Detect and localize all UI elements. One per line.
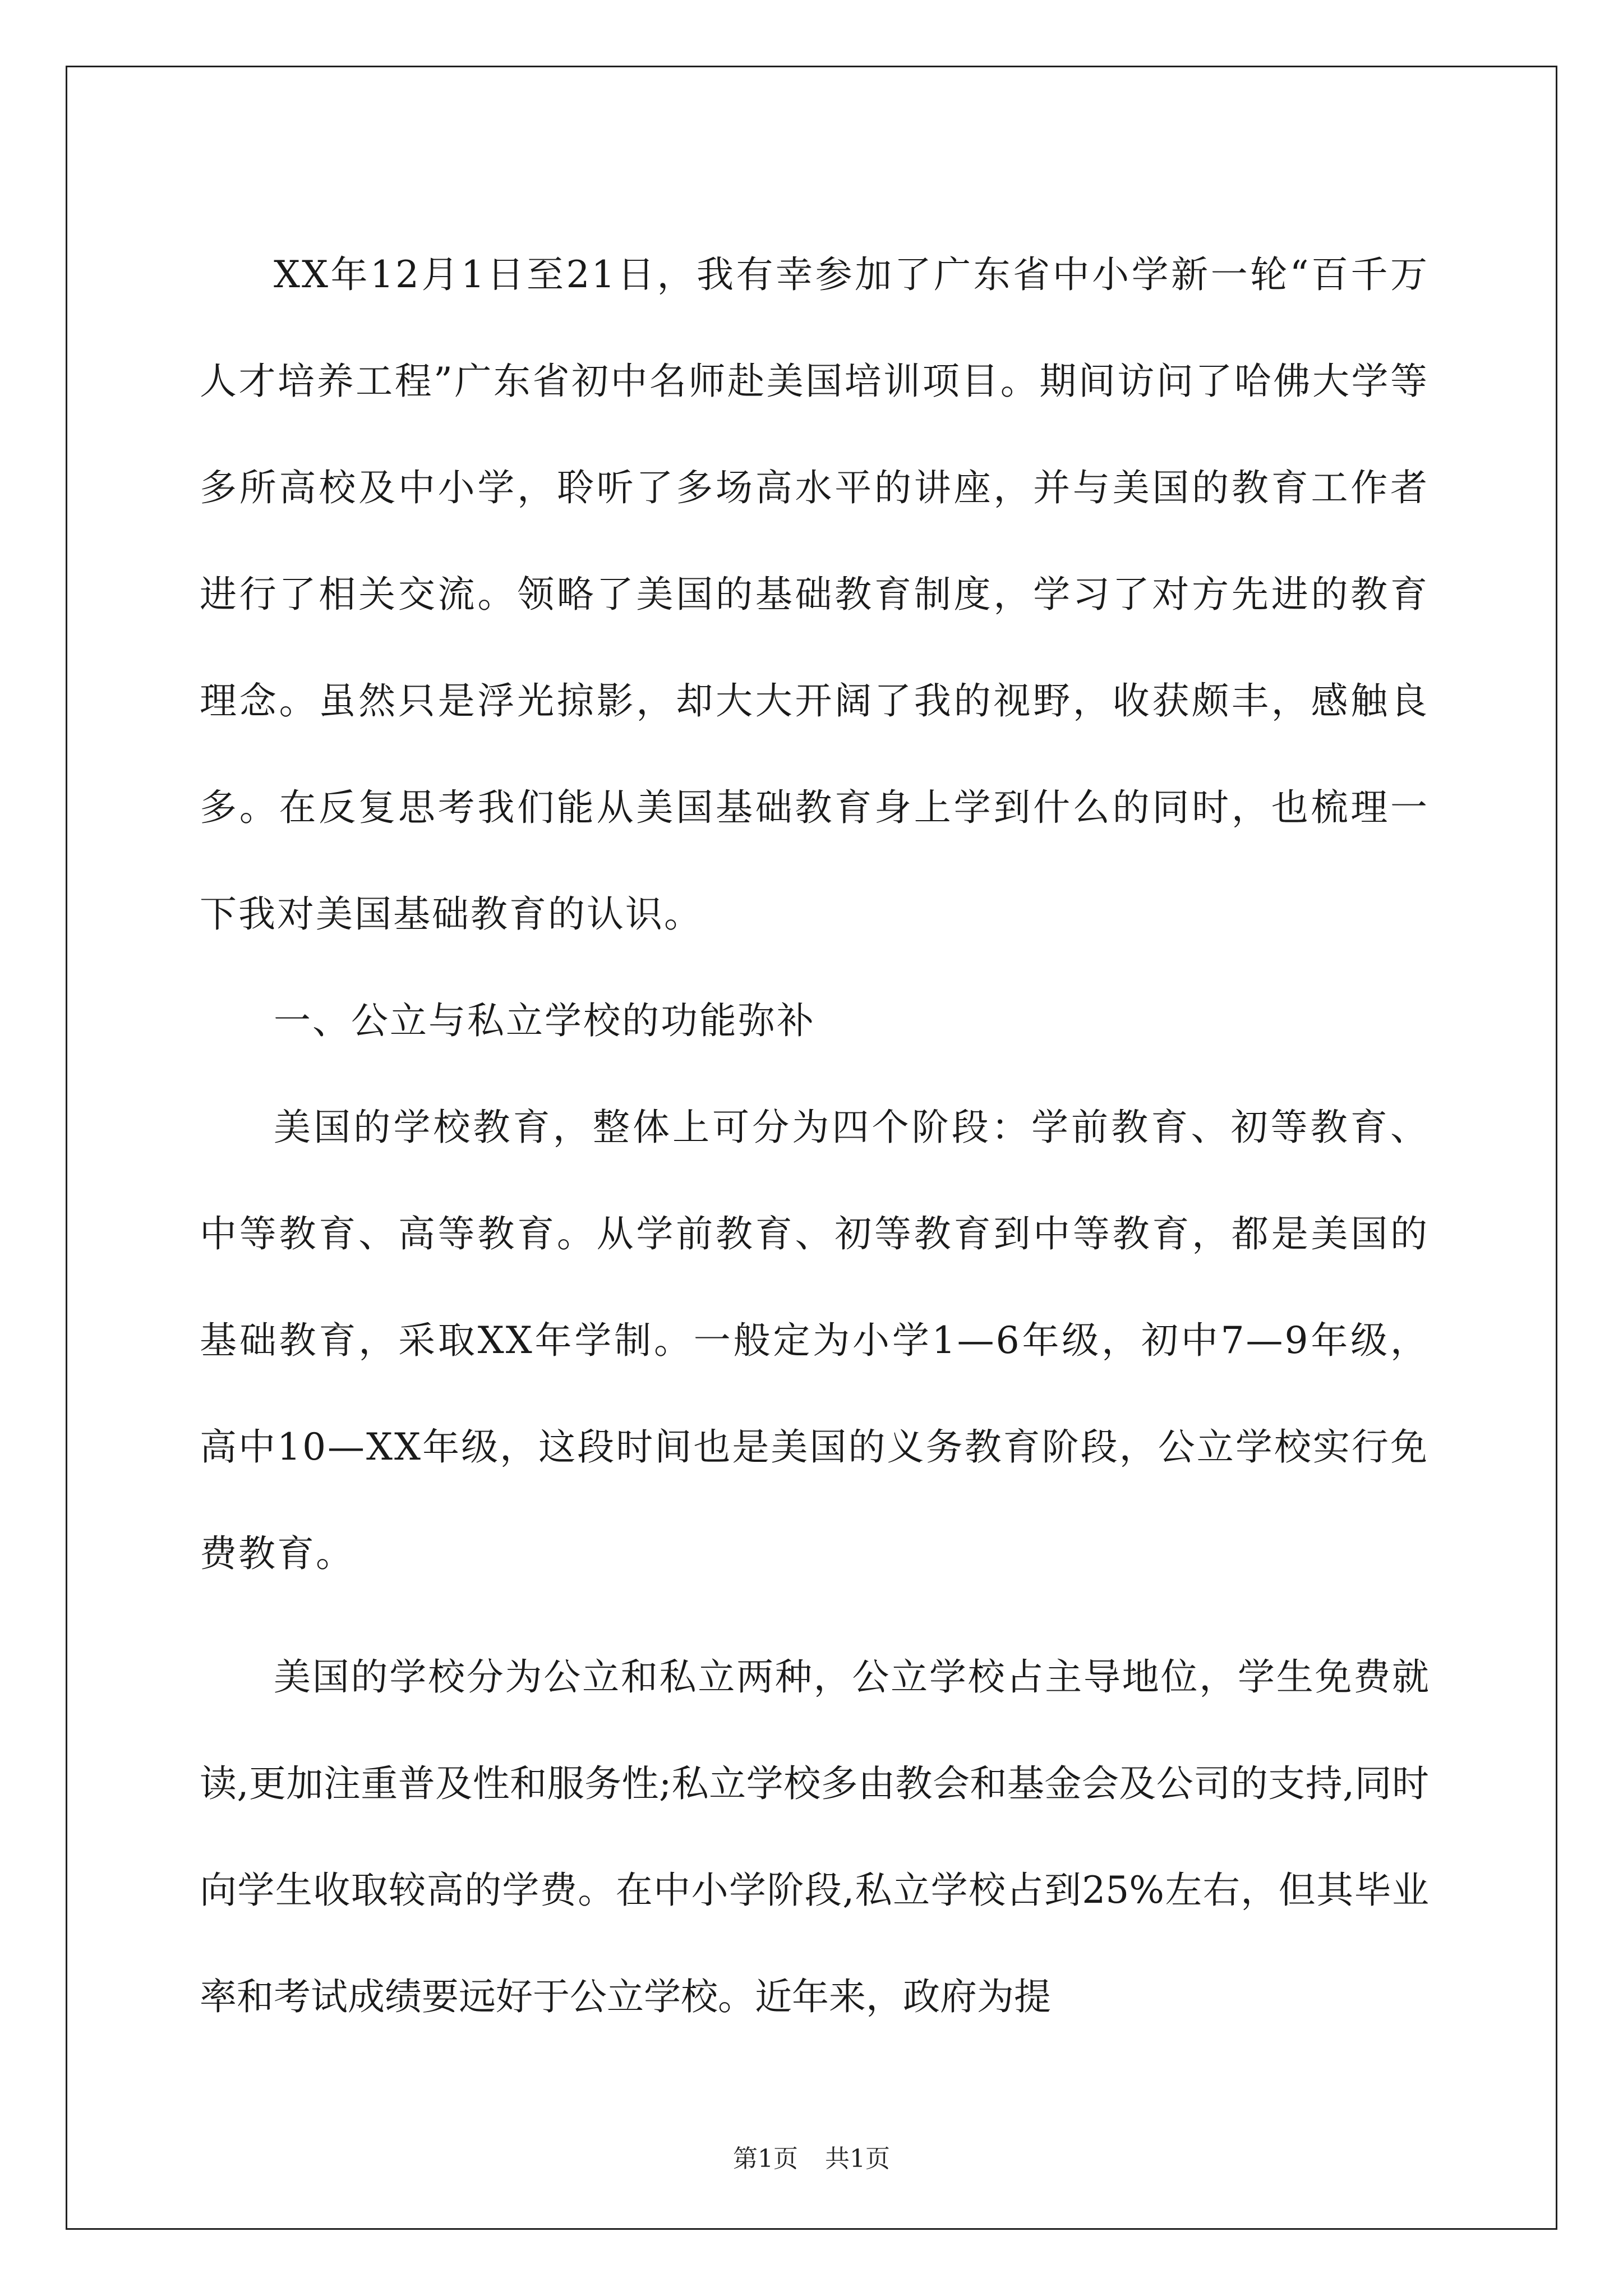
page-total: 共1页 bbox=[825, 2145, 890, 2173]
paragraph-school-stages: 美国的学校教育，整体上可分为四个阶段：学前教育、初等教育、中等教育、高等教育。从学前教育、初等教育到中等教育，都是美国的基础教育，采取XX年学制。一般定为小学1—6年级，初中7—9年级，高中10—XX年级，这段时间也是美国的义务教育阶段，公立学校实行免费教育。 bbox=[200, 1106, 1429, 1575]
page-footer bbox=[0, 2138, 1623, 2174]
document-body bbox=[200, 222, 1429, 2050]
paragraph-public-private: 美国的学校分为公立和私立两种，公立学校占主导地位，学生免费就读,更加注重普及性和服务性;私立学校多由教会和基金会及公司的支持,同时向学生收取较高的学费。在中小学阶段,私立学校占到25%左右，但其毕业率和考试成绩要远好于公立学校。近年来，政府为提 bbox=[200, 1655, 1429, 2018]
section-heading: 一、公立与私立学校的功能弥补 bbox=[274, 999, 815, 1042]
page-number: 第1页 bbox=[733, 2145, 798, 2173]
paragraph-intro: XX年12月1日至21日，我有幸参加了广东省中小学新一轮“百千万人才培养工程”广东省初中名师赴美国培训项目。期间访问了哈佛大学等多所高校及中小学，聆听了多场高水平的讲座，并与美国的教育工作者进行了相关交流。领略了美国的基础教育制度，学习了对方先进的教育理念。虽然只是浮光掠影，却大大开阔了我的视野，收获颇丰，感触良多。在反复思考我们能从美国基础教育身上学到什么的同时，也梳理一下我对美国基础教育的认识。 bbox=[200, 253, 1429, 936]
